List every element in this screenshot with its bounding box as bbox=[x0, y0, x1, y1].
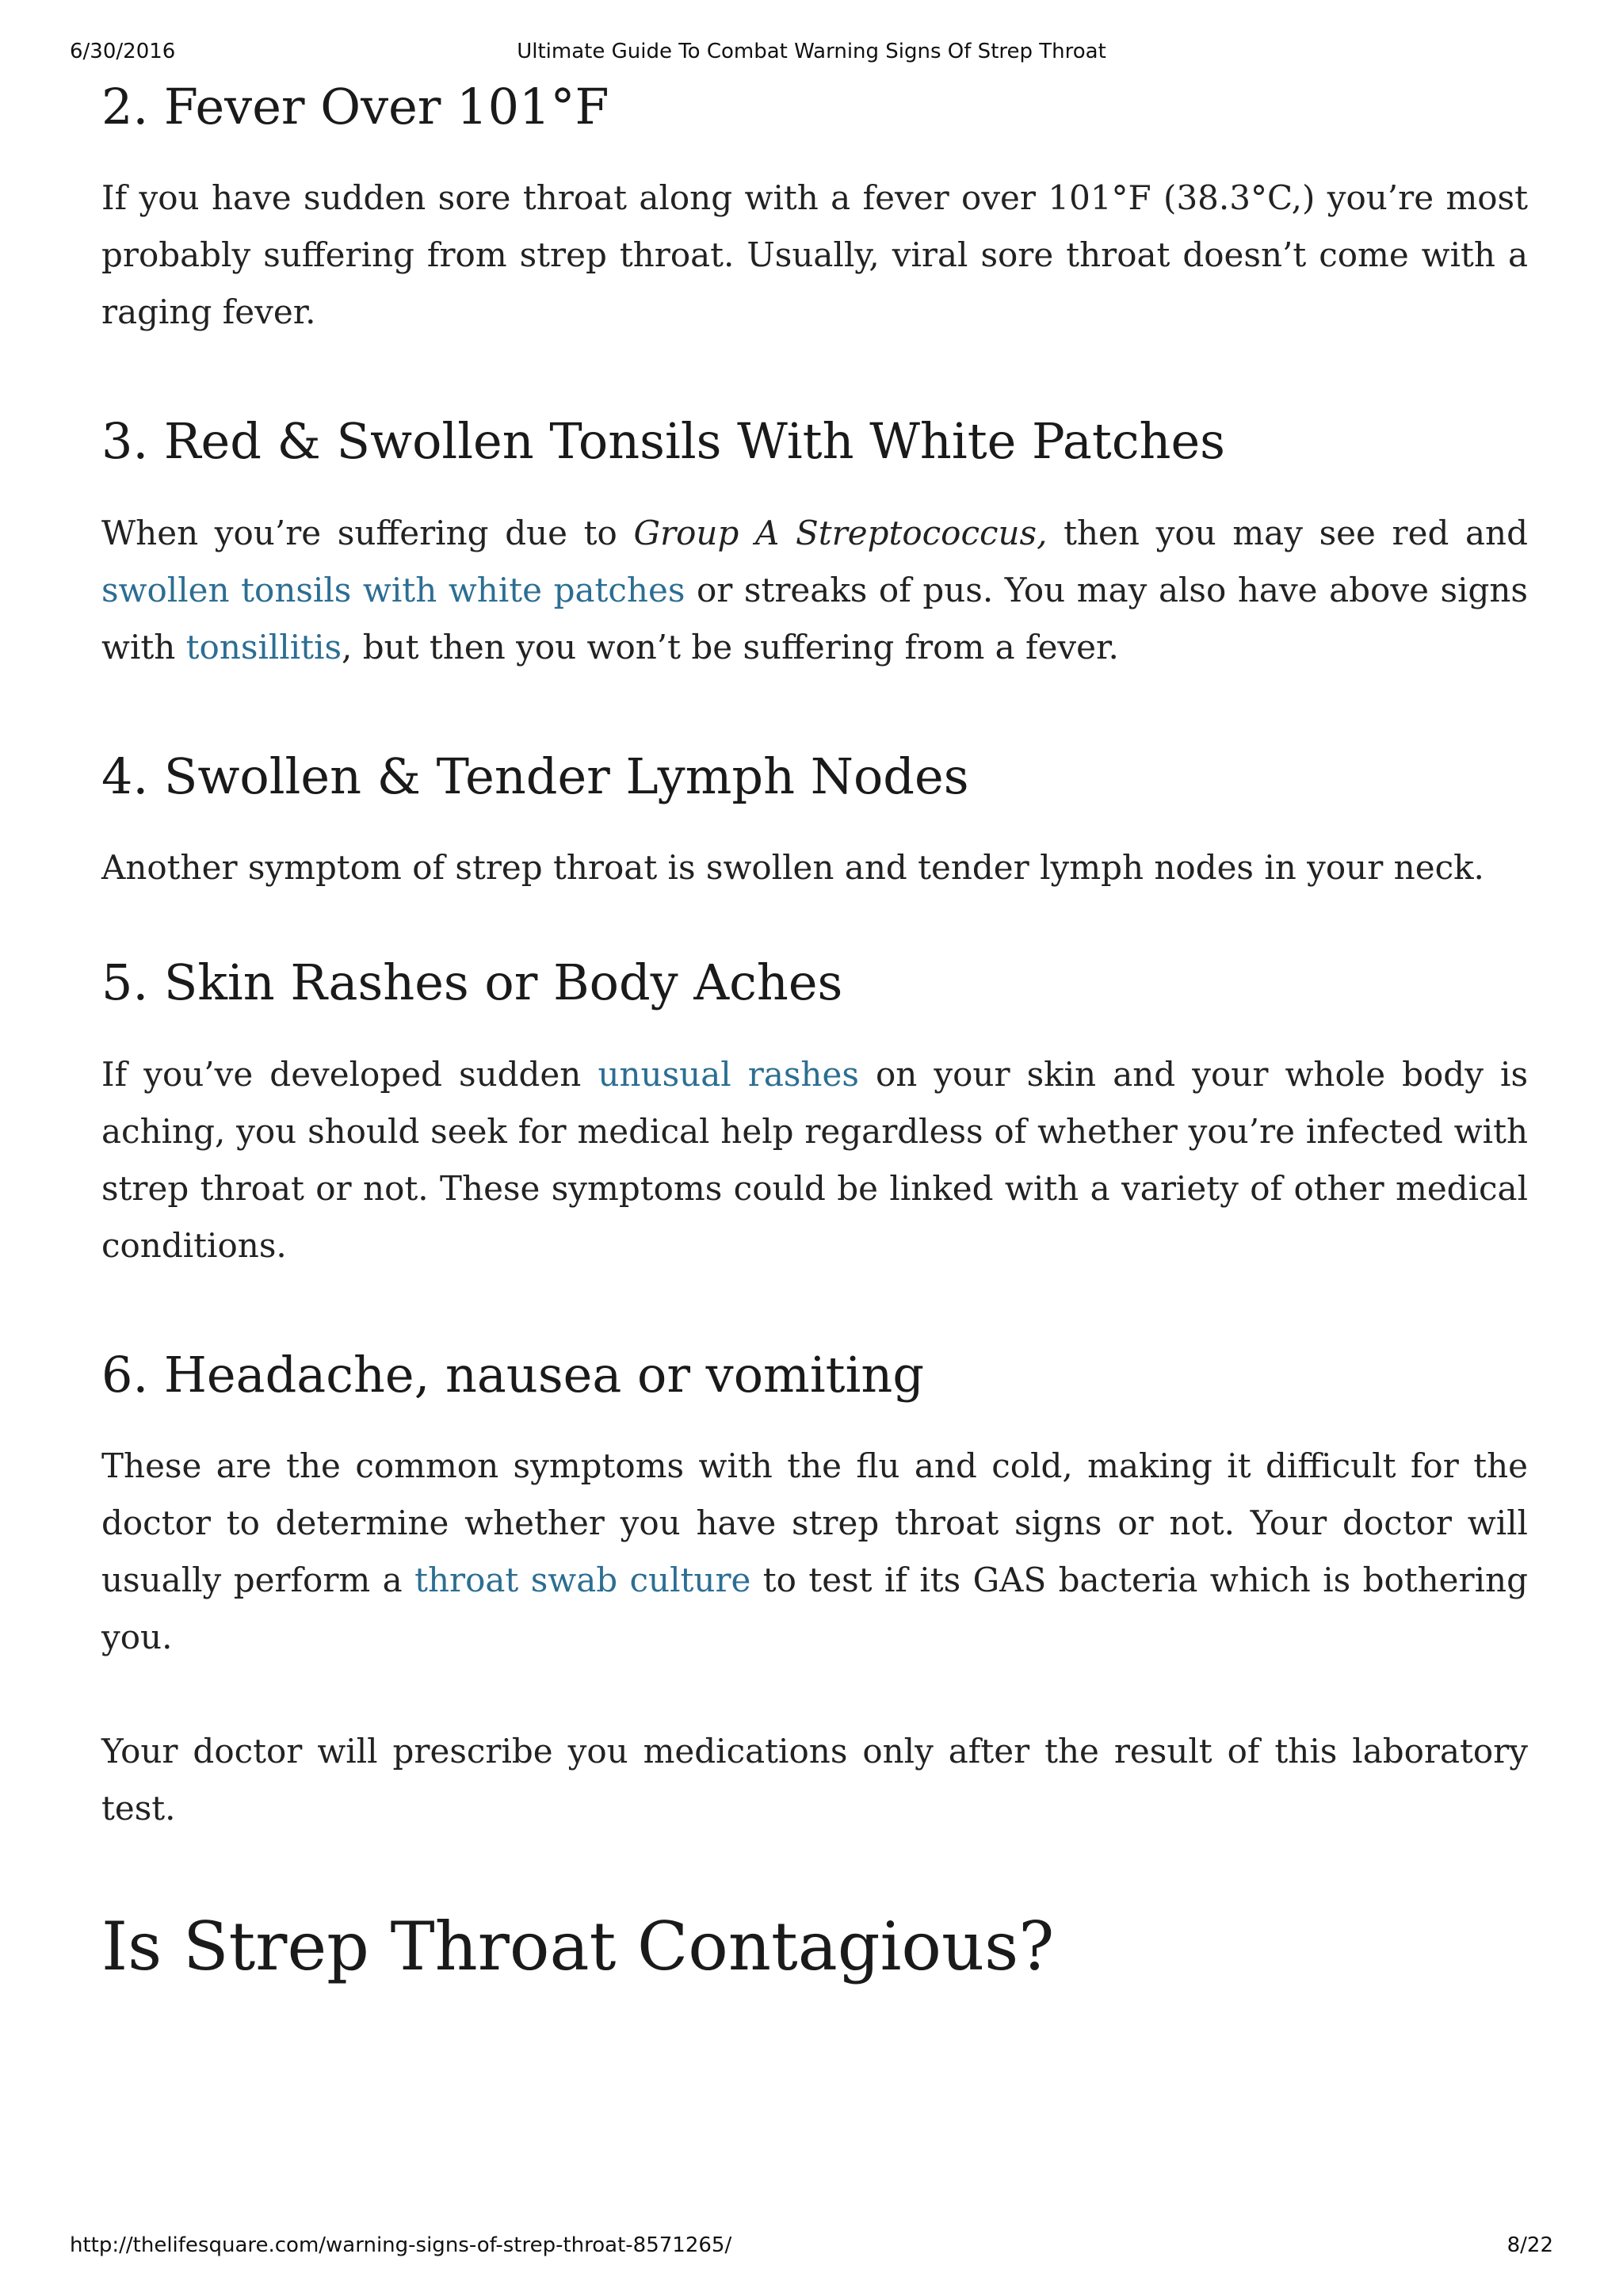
paragraph-fever: If you have sudden sore throat along with a fever over 101°F (38.3°C,) you’re most probably suffering from strep throat. Usually, viral sore throat doesn’t come with a raging fever. bbox=[101, 178, 1528, 332]
paragraph-tonsils bbox=[101, 505, 1528, 676]
link-unusual-rashes[interactable]: unusual rashes bbox=[598, 1054, 859, 1094]
italic-term: Group A Streptococcus, bbox=[633, 513, 1048, 552]
print-page-title: Ultimate Guide To Combat Warning Signs Of Strep Throat bbox=[517, 40, 1106, 63]
article-content bbox=[101, 78, 1528, 1987]
link-tonsillitis[interactable]: tonsillitis bbox=[185, 627, 342, 667]
text-run: to test if its GAS bacteria which is bothering you. bbox=[101, 1560, 1528, 1656]
print-date: 6/30/2016 bbox=[70, 40, 176, 63]
link-swollen-tonsils[interactable]: swollen tonsils with white patches bbox=[101, 570, 685, 609]
text-run: or streaks of pus. You may also have above signs with bbox=[101, 570, 1528, 667]
section-heading-rashes: 5. Skin Rashes or Body Aches bbox=[101, 953, 843, 1012]
section-heading-headache: 6. Headache, nausea or vomiting bbox=[101, 1345, 925, 1404]
text-run: , but then you won’t be suffering from a fever. bbox=[342, 627, 1119, 667]
section-heading-lymph: 4. Swollen & Tender Lymph Nodes bbox=[101, 747, 969, 805]
paragraph-lymph: Another symptom of strep throat is swollen and tender lymph nodes in your neck. bbox=[101, 848, 1484, 888]
paragraph-doctor-prescribe: Your doctor will prescribe you medications only after the result of this laboratory test. bbox=[101, 1731, 1528, 1828]
text-run: When you’re suffering due to bbox=[101, 513, 634, 552]
section-heading-fever: 2. Fever Over 101°F bbox=[101, 78, 609, 136]
text-run: If you’ve developed sudden bbox=[101, 1054, 598, 1094]
print-header bbox=[0, 40, 1623, 68]
paragraph-headache bbox=[101, 1438, 1528, 1666]
page-number: 8/22 bbox=[1507, 2233, 1553, 2257]
print-footer bbox=[0, 2233, 1623, 2262]
text-run: then you may see red and bbox=[1047, 513, 1528, 552]
text-run: These are the common symptoms with the flu and cold, making it difficult for the doctor to determine whether you have strep throat signs or not. Your doctor will usually perform a bbox=[101, 1446, 1528, 1599]
main-heading-contagious: Is Strep Throat Contagious? bbox=[101, 1907, 1055, 1985]
print-url: http://thelifesquare.com/warning-signs-of-strep-throat-8571265/ bbox=[70, 2233, 732, 2257]
section-heading-tonsils: 3. Red & Swollen Tonsils With White Patches bbox=[101, 412, 1225, 471]
paragraph-rashes bbox=[101, 1046, 1528, 1274]
text-run: on your skin and your whole body is aching, you should seek for medical help regardless of whether you’re infected with strep throat or not. These symptoms could be linked with a variety of other medical conditions. bbox=[101, 1054, 1528, 1265]
link-throat-swab-culture[interactable]: throat swab culture bbox=[414, 1560, 751, 1599]
